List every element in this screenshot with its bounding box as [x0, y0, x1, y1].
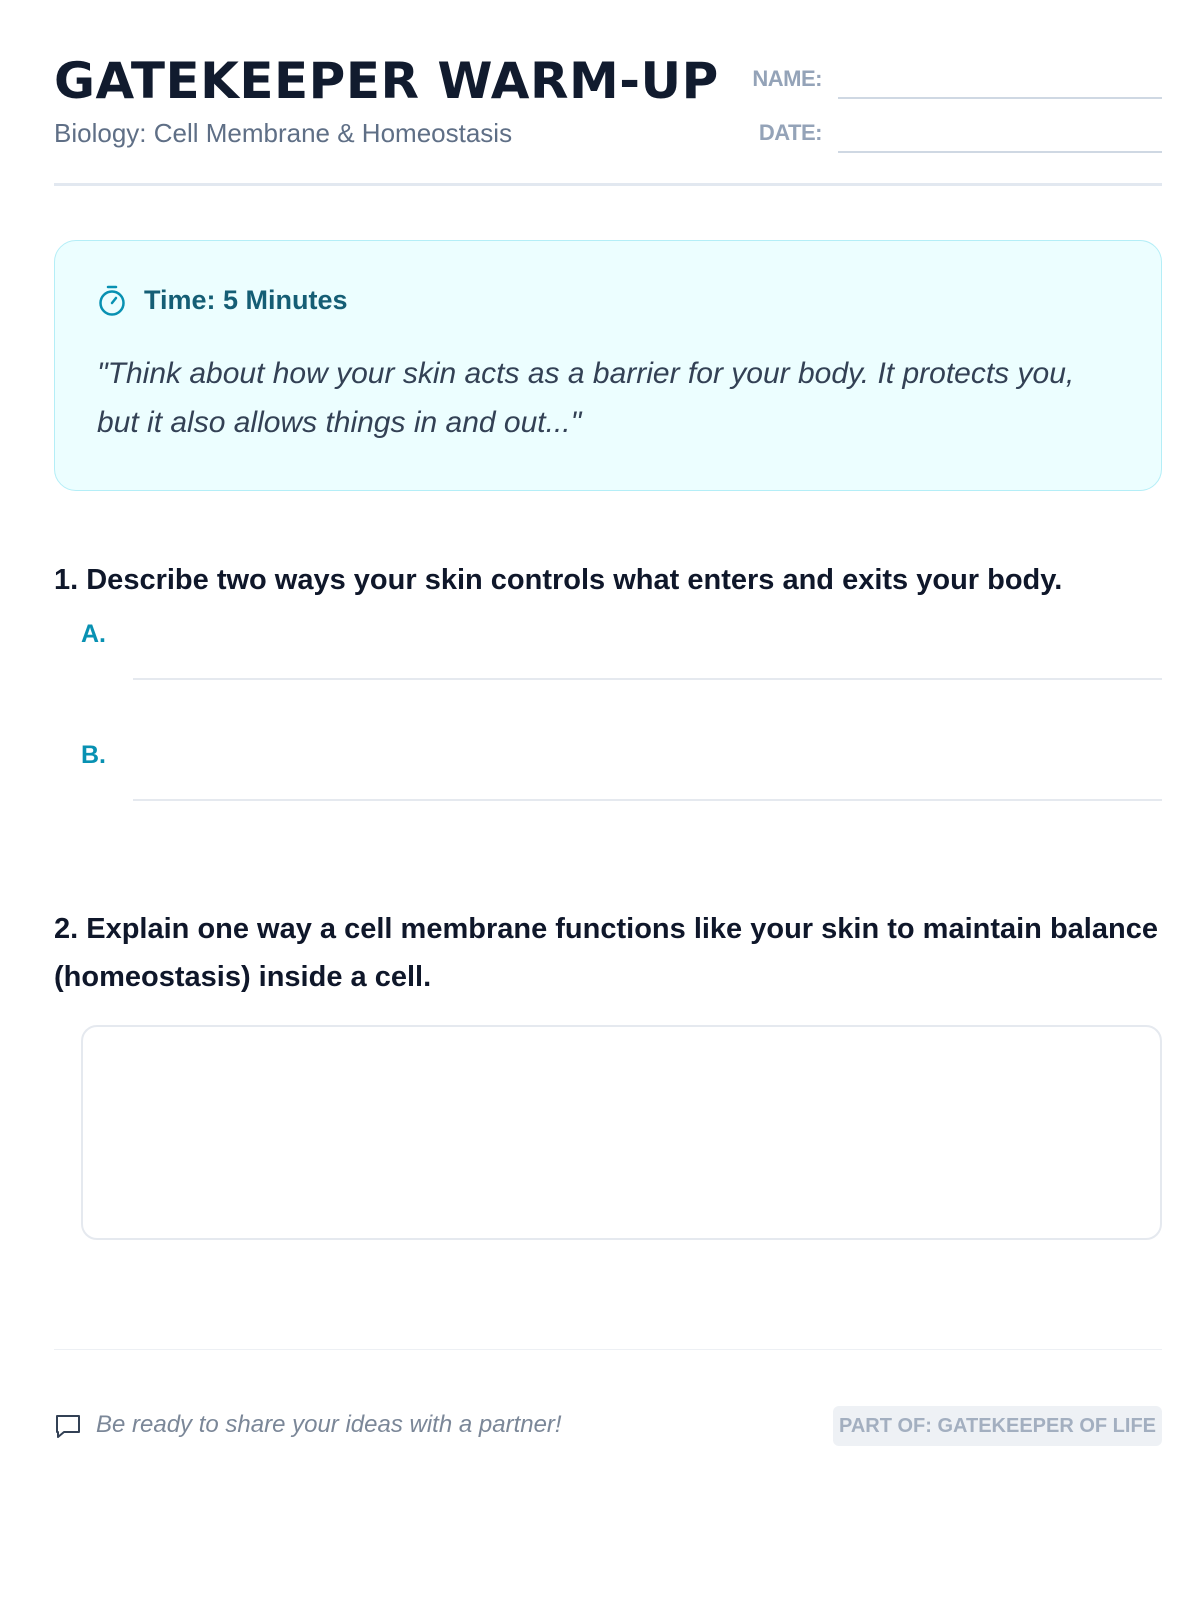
- date-field[interactable]: [838, 151, 1162, 153]
- name-field[interactable]: [838, 97, 1162, 99]
- time-limit-label: Time: 5 Minutes: [144, 285, 348, 315]
- answer-a-line[interactable]: [133, 678, 1162, 680]
- timer-callout: [54, 240, 1162, 491]
- unit-badge: PART OF: GATEKEEPER OF LIFE: [833, 1406, 1162, 1446]
- name-label: NAME:: [752, 66, 822, 91]
- answer-b-line[interactable]: [133, 799, 1162, 801]
- stopwatch-icon: [97, 285, 127, 317]
- worksheet-subtitle: Biology: Cell Membrane & Homeostasis: [54, 118, 513, 148]
- question-2: 2. Explain one way a cell membrane functions like your skin to maintain balance (homeostasis) inside a cell.: [54, 913, 1158, 993]
- answer-b-label: B.: [81, 741, 106, 769]
- answer-a-label: A.: [81, 620, 106, 648]
- partner-share-note: Be ready to share your ideas with a partner!: [96, 1411, 562, 1438]
- header-divider: [54, 183, 1162, 186]
- worksheet-title: GATEKEEPER WARM-UP: [54, 52, 719, 110]
- footer-divider: [54, 1349, 1162, 1350]
- answer-box-2[interactable]: [81, 1025, 1162, 1240]
- chat-bubble-icon: [54, 1413, 82, 1440]
- question-1: 1. Describe two ways your skin controls what enters and exits your body.: [54, 564, 1063, 596]
- date-label: DATE:: [758, 120, 822, 145]
- prompt-quote: "Think about how your skin acts as a barrier for your body. It protects you, but it also allows things in and out...": [97, 357, 1075, 439]
